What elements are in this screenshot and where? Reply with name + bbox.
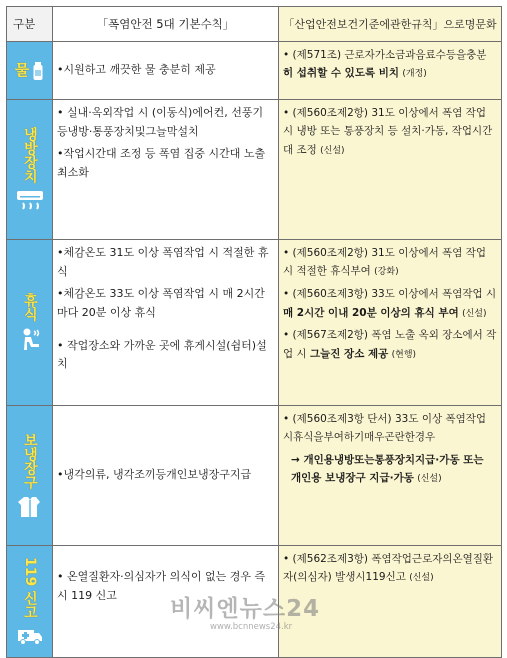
category-cell-cooling-gear — [7, 406, 53, 546]
rule-item: • 실내·옥외작업 시 (이동식)에어컨, 선풍기등냉방·통풍장치및그늘막설치 — [57, 106, 264, 138]
water-bottle-icon — [32, 61, 44, 81]
law-item — [283, 46, 497, 83]
rule-cell — [53, 406, 279, 546]
law-text-bold: 매 2시간 이내 20분 이상의 휴식 부여 — [283, 306, 459, 319]
rule-cell — [53, 100, 279, 240]
law-item — [283, 285, 497, 322]
watermark-name: 비씨엔뉴스24 — [170, 596, 321, 622]
category-label: 냉방장치 — [21, 126, 38, 183]
rule-item: •체감온도 33도 이상 폭염작업 시 매 2시간마다 20분 이상 휴식 — [57, 287, 265, 320]
law-tag: (강화) — [374, 267, 399, 278]
law-text: • (제571조) 근로자가소금과음료수등을충분 — [283, 49, 487, 61]
category-cell-rest — [7, 240, 53, 406]
law-item — [283, 410, 497, 447]
rules-table — [6, 6, 502, 658]
air-conditioner-icon — [15, 189, 45, 213]
law-tag: (신설) — [409, 573, 434, 584]
resting-person-icon — [18, 327, 42, 353]
rule-item: •시원하고 깨끗한 물 충분히 제공 — [57, 63, 216, 77]
law-tag: (개정) — [402, 69, 427, 80]
law-cell — [279, 406, 502, 546]
category-label: 119 신고 — [21, 557, 38, 620]
law-text: • (제562조제3항) 폭염작업근로자의온열질환자(의심자) 발생시119신고 — [283, 553, 494, 584]
rule-cell — [53, 240, 279, 406]
law-text-bold: 히 섭취할 수 있도록 비치 — [283, 67, 400, 80]
law-text-bold: → 개인용냉방또는통풍장치지급·가동 또는 개인용 보냉장구 지급·가동 — [291, 453, 484, 485]
law-text: • (제560조제3항 단서) 33도 이상 폭염작업 시휴식을부여하기매우곤란한경우 — [283, 413, 487, 444]
law-item — [283, 550, 497, 587]
table-row — [7, 100, 502, 240]
category-label: 보냉장구 — [21, 432, 38, 489]
cooling-vest-icon — [17, 495, 43, 519]
law-item — [283, 104, 497, 160]
law-cell — [279, 100, 502, 240]
law-tag: (현행) — [391, 349, 417, 360]
header-basic-rules: 「폭염안전 5대 기본수칙」 — [53, 7, 279, 42]
category-cell-119 — [7, 546, 53, 658]
law-tag: (신설) — [462, 308, 487, 319]
law-text: • (제560조제3항) 33도 이상에서 폭염작업 시 — [283, 288, 497, 301]
rule-item: •냉각의류, 냉각조끼등개인보냉장구지급 — [57, 468, 252, 482]
table-row — [7, 240, 502, 406]
rule-item: • 작업장소와 가까운 곳에 휴게시설(쉼터)설치 — [57, 338, 267, 371]
law-cell — [279, 42, 502, 100]
rule-item: •체감온도 31도 이상 폭염작업 시 적절한 휴식 — [57, 246, 269, 278]
header-category: 구분 — [7, 7, 53, 42]
law-text: • (제560조제2항) 31도 이상에서 폭염 작업 시 냉방 또는 통풍장치 등 설치·가동, 작업시간대 조정 — [283, 107, 493, 156]
category-label: 휴식 — [21, 292, 38, 321]
category-cell-water — [7, 42, 53, 100]
rule-item: • 온열질환자·의심자가 의식이 없는 경우 즉시 119 신고 — [57, 570, 266, 602]
law-text: • (제560조제2항) 31도 이상에서 폭염 작업 시 적절한 휴식부여 — [283, 247, 487, 278]
law-tag: (신설) — [417, 474, 442, 485]
rule-cell — [53, 42, 279, 100]
category-label: 물 — [14, 60, 30, 79]
law-cell — [279, 240, 502, 406]
law-text-bold: 그늘진 장소 제공 — [309, 347, 389, 360]
law-text: • (제567조제2항) 폭염 노출 옥외 장소에서 작업 시 — [283, 329, 497, 360]
law-tag: (신설) — [320, 145, 345, 156]
rule-item: •작업시간대 조정 등 폭염 집중 시간대 노출 최소화 — [57, 147, 266, 180]
header-regulation: 「산업안전보건기준에관한규칙」으로명문화 — [279, 7, 502, 42]
law-item — [283, 326, 497, 363]
watermark-logo — [170, 590, 320, 623]
law-item — [283, 244, 497, 281]
ambulance-icon — [16, 626, 44, 646]
watermark-url: www.bcnnews24.kr — [210, 622, 293, 632]
category-cell-cooling — [7, 100, 53, 240]
table-row — [7, 406, 502, 546]
law-item — [283, 451, 497, 488]
table-row — [7, 42, 502, 100]
header-row — [7, 7, 502, 42]
